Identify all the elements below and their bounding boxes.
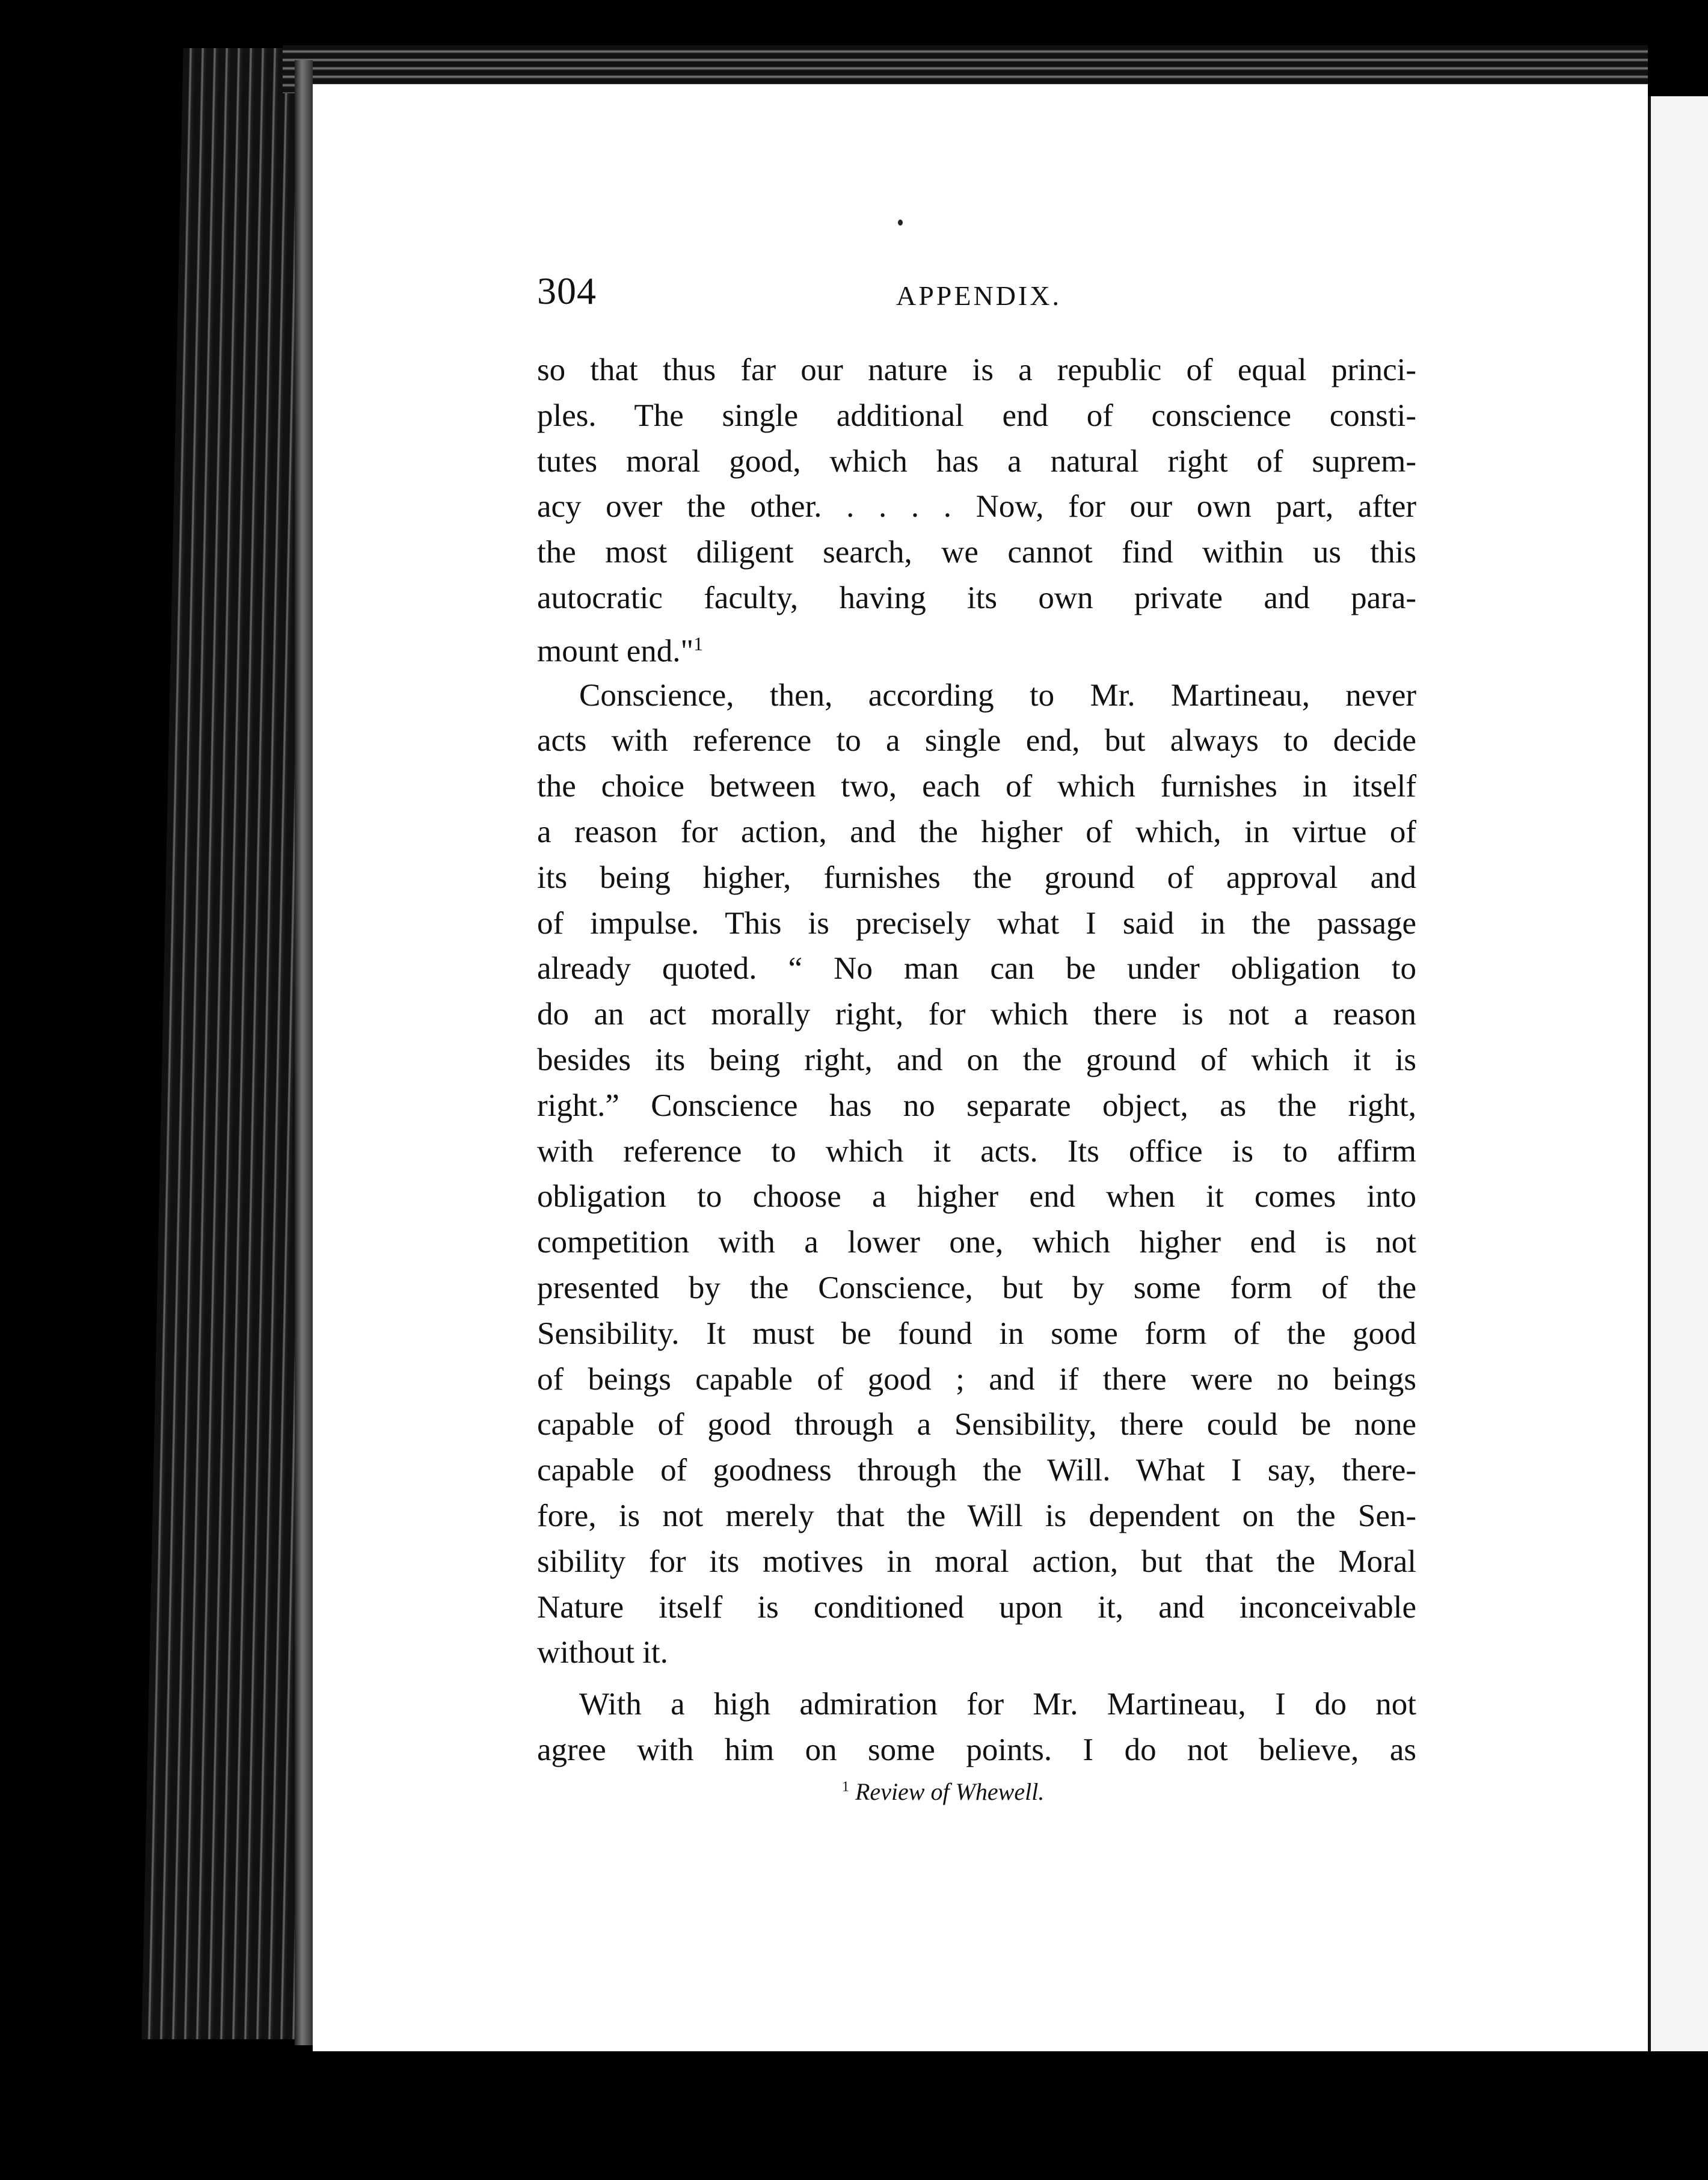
text-line: agree with him on some points. I do not believe, as bbox=[537, 1732, 1416, 1767]
text-line: without it. bbox=[537, 1635, 668, 1670]
text-line: fore, is not merely that the Will is dependent on the Sen- bbox=[537, 1498, 1416, 1533]
text-line: right.” Conscience has no separate object, as the right, bbox=[537, 1088, 1416, 1123]
book-spine bbox=[295, 60, 313, 2045]
text-line: so that thus far our nature is a republic of equal princi- bbox=[537, 353, 1416, 387]
text-line: capable of good through a Sensibility, there could be none bbox=[537, 1407, 1416, 1443]
ink-speck bbox=[898, 220, 903, 226]
text-line: do an act morally right, for which there is not a reason bbox=[537, 997, 1416, 1032]
footnote bbox=[842, 1778, 1044, 1806]
text-line: acts with reference to a single end, but always to decide bbox=[537, 723, 1416, 759]
footnote-text: Review of Whewell. bbox=[855, 1778, 1045, 1805]
text-line: the most diligent search, we cannot find within us this bbox=[537, 535, 1416, 570]
page-number: 304 bbox=[537, 269, 597, 312]
text-line: acy over the other. . . . . Now, for our own part, after bbox=[537, 489, 1416, 525]
text-line: competition with a lower one, which higher end is not bbox=[537, 1225, 1416, 1260]
body-text bbox=[537, 348, 1416, 1773]
next-page-sliver bbox=[1651, 96, 1708, 2051]
footnote-reference: 1 bbox=[693, 633, 704, 654]
text-line: obligation to choose a higher end when it comes into bbox=[537, 1179, 1416, 1215]
text-line: already quoted. “ No man can be under obligation to bbox=[537, 951, 1416, 987]
footnote-marker: 1 bbox=[842, 1779, 849, 1795]
text-line: of impulse. This is precisely what I said in the passage bbox=[537, 905, 1416, 941]
text-line: its being higher, furnishes the ground of approval and bbox=[537, 860, 1416, 895]
text-line: Nature itself is conditioned upon it, and inconceivable bbox=[537, 1589, 1416, 1625]
text-line: Sensibility. It must be found in some form of the good bbox=[537, 1316, 1416, 1351]
text-line: tutes moral good, which has a natural right of suprem- bbox=[537, 443, 1416, 479]
text-line: presented by the Conscience, but by some form of the bbox=[537, 1270, 1416, 1305]
text-line: a reason for action, and the higher of which, in virtue of bbox=[537, 814, 1416, 849]
text-line: with reference to which it acts. Its office is to affirm bbox=[537, 1133, 1416, 1169]
text-line: Conscience, then, according to Mr. Martineau, never bbox=[579, 677, 1416, 713]
text-line: capable of goodness through the Will. What I say, there- bbox=[537, 1453, 1416, 1488]
text-line: With a high admiration for Mr. Martineau, I do not bbox=[579, 1687, 1416, 1722]
text-line: besides its being right, and on the ground of which it is bbox=[537, 1042, 1416, 1077]
text-line: of beings capable of good ; and if there were no beings bbox=[537, 1361, 1416, 1397]
paragraph-gap bbox=[537, 1676, 1416, 1682]
text-line: mount end."$^1$ bbox=[537, 633, 704, 669]
text-line: the choice between two, each of which furnishes in itself bbox=[537, 769, 1416, 804]
text-line: sibility for its motives in moral action, but that the Moral bbox=[537, 1544, 1416, 1579]
running-head: APPENDIX. bbox=[896, 280, 1061, 311]
text-line: ples. The single additional end of conscience consti- bbox=[537, 398, 1416, 433]
text-line: autocratic faculty, having its own private and para- bbox=[537, 580, 1416, 615]
